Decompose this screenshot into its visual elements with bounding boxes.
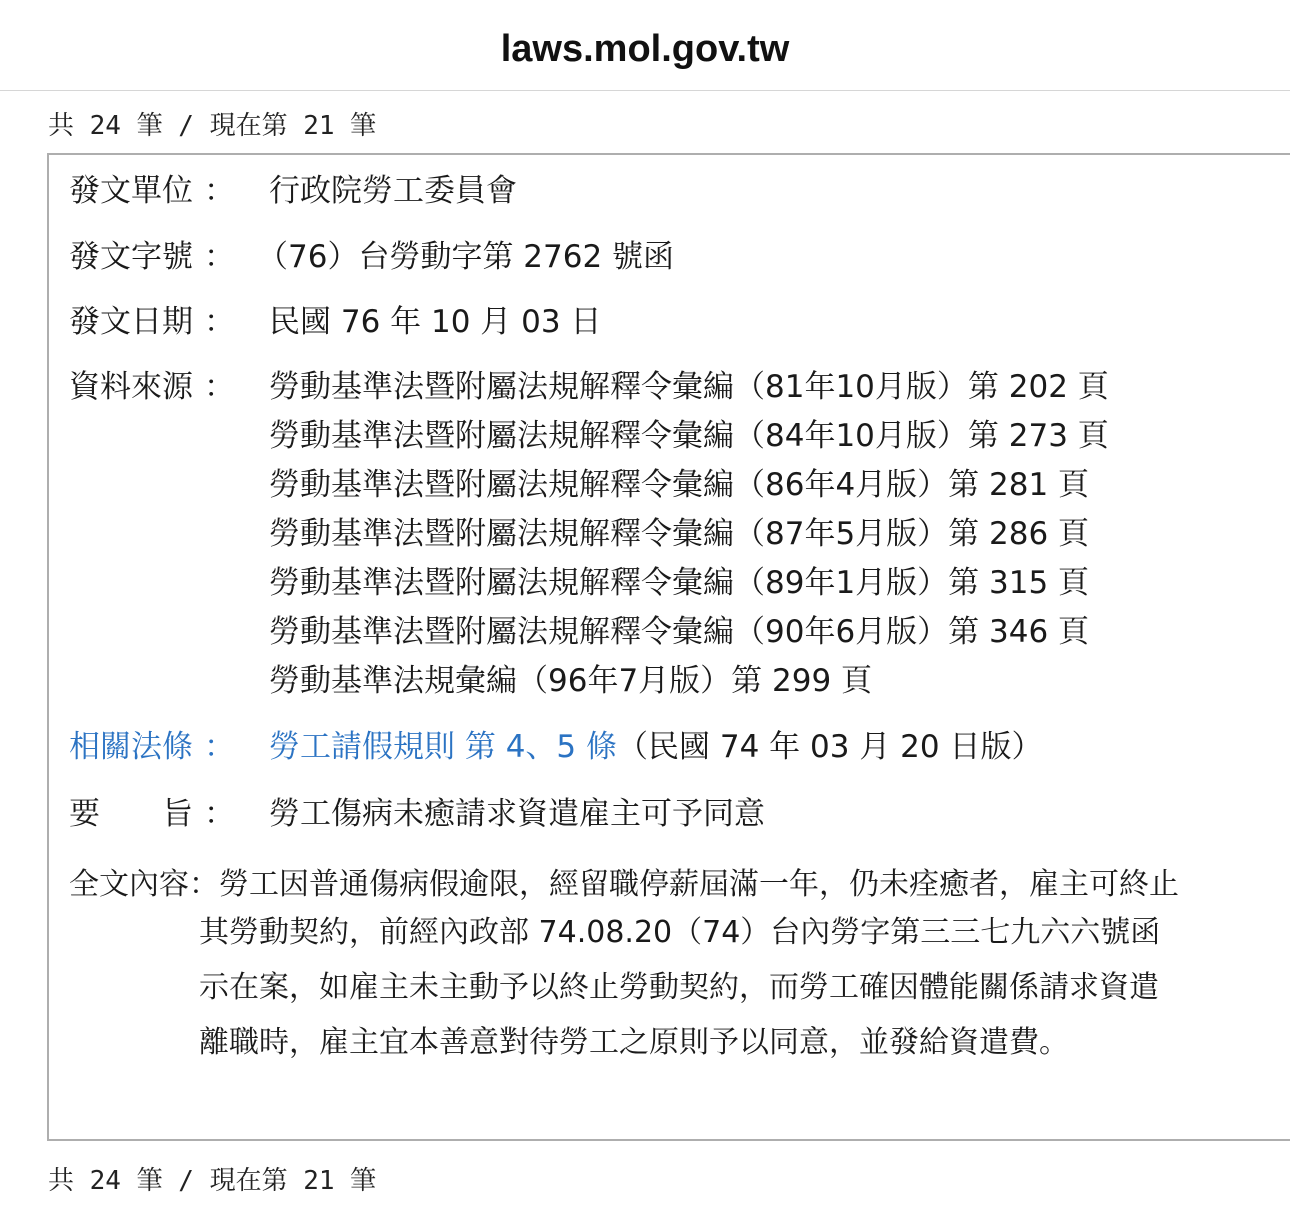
source-line: 勞動基準法暨附屬法規解釋令彙編（89年1月版）第 315 頁 (269, 565, 1090, 601)
related-law-link[interactable]: 勞工請假規則 第 4、5 條 (269, 729, 618, 765)
source-line: 勞動基準法暨附屬法規解釋令彙編（81年10月版）第 202 頁 (269, 369, 1109, 405)
issuer-colon: ： (204, 173, 235, 209)
source-line: 勞動基準法暨附屬法規解釋令彙編（87年5月版）第 286 頁 (269, 516, 1090, 552)
doc-no-label: 發文字號 (69, 239, 193, 275)
record-card (47, 153, 1290, 1141)
doc-date-value: 民國 76 年 10 月 03 日 (269, 304, 602, 340)
fulltext-label: 全文內容： (69, 867, 219, 902)
issuer-label: 發文單位 (69, 173, 193, 209)
pager-top: 共 24 筆 / 現在第 21 筆 (48, 111, 377, 141)
related-colon: ： (204, 729, 235, 765)
gist-label: 要 旨 (69, 796, 193, 832)
related-label: 相關法條 (69, 729, 193, 765)
source-list (269, 369, 1109, 712)
issuer-value: 行政院勞工委員會 (269, 173, 517, 209)
source-line: 勞動基準法規彙編（96年7月版）第 299 頁 (269, 663, 873, 699)
pager-bottom: 共 24 筆 / 現在第 21 筆 (48, 1166, 377, 1196)
related-value (269, 729, 1042, 765)
doc-no-colon: ： (204, 239, 235, 275)
fulltext-line: 離職時，雇主宜本善意對待勞工之原則予以同意，並發給資遣費。 (199, 1025, 1069, 1060)
gist-value: 勞工傷病未癒請求資遣雇主可予同意 (269, 796, 765, 832)
fulltext-row (69, 867, 1290, 1097)
source-line: 勞動基準法暨附屬法規解釋令彙編（86年4月版）第 281 頁 (269, 467, 1090, 503)
fulltext-line: 勞工因普通傷病假逾限，經留職停薪屆滿一年，仍未痊癒者，雇主可終止 (219, 867, 1179, 902)
source-line: 勞動基準法暨附屬法規解釋令彙編（90年6月版）第 346 頁 (269, 614, 1090, 650)
source-label: 資料來源 (69, 369, 193, 405)
browser-address-bar[interactable] (0, 0, 1290, 91)
fulltext-first-line (69, 867, 1179, 903)
gist-colon: ： (204, 796, 235, 832)
url-text: laws.mol.gov.tw (500, 28, 790, 70)
related-version: （民國 74 年 03 月 20 日版） (617, 729, 1043, 765)
doc-date-label: 發文日期 (69, 304, 193, 340)
fulltext-line: 示在案，如雇主未主動予以終止勞動契約，而勞工確因體能關係請求資遣 (199, 970, 1159, 1005)
doc-date-colon: ： (204, 304, 235, 340)
source-line: 勞動基準法暨附屬法規解釋令彙編（84年10月版）第 273 頁 (269, 418, 1109, 454)
doc-no-value: （76）台勞動字第 2762 號函 (257, 239, 675, 275)
fulltext-line: 其勞動契約，前經內政部 74.08.20（74）台內勞字第三三七九六六號函 (199, 915, 1161, 950)
source-colon: ： (204, 369, 235, 405)
